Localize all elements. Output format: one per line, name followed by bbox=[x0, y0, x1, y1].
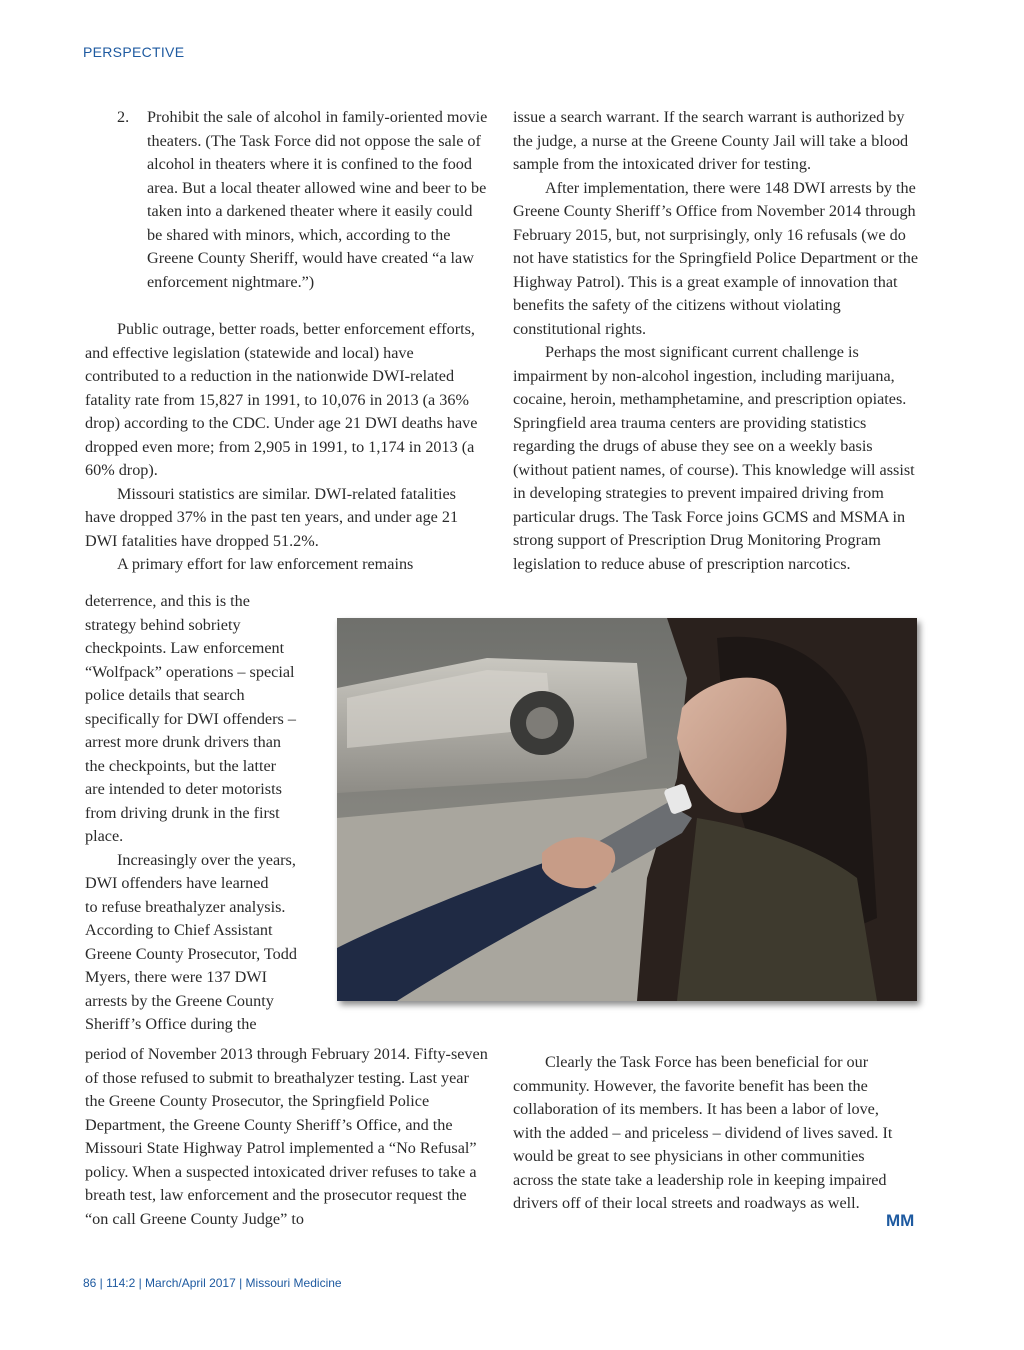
paragraph-deterrence-start: A primary effort for law enforcement remains bbox=[117, 555, 414, 573]
paragraph-search-warrant: issue a search warrant. If the search warrant is authorized by the judge, a nurse at the Greene County Jail will take a blood sample from the intoxicated driver for testing. bbox=[513, 108, 909, 173]
narrow-line: Sheriff’s Office during the bbox=[85, 1015, 257, 1033]
paragraph-implementation-results: After implementation, there were 148 DWI arrests by the Greene County Sheriff’s Office from November 2014 through February 2015, but, not surprisingly, only 16 refusals (we do not have statistics for the Springfield Police Department or the Highway Patrol). This is a great example of innovation that benefits the safety of the citizens without violating constitutional rights. bbox=[513, 178, 919, 338]
narrow-line: DWI offenders have learned bbox=[85, 874, 269, 892]
paragraph-drug-impairment: Perhaps the most significant current challenge is impairment by non-alcohol ingestion, including marijuana, cocaine, heroin, methamphetamine, and prescription opiates. Springfield area trauma centers are providing statistics regarding the drugs of abuse they see on a weekly basis (without patient names, of course). This knowledge will assist in developing strategies to prevent impaired driving from particular drugs. The Task Force joins GCMS and MSMA in strong support of Prescription Drug Monitoring Program legislation to reduce abuse of prescription narcotics. bbox=[513, 343, 915, 573]
narrow-line: strategy behind sobriety bbox=[85, 615, 241, 634]
right-column-bottom bbox=[513, 1051, 898, 1216]
narrow-line: to refuse breathalyzer analysis. bbox=[85, 897, 286, 916]
narrow-line: police details that search bbox=[85, 686, 245, 704]
paragraph-conclusion: Clearly the Task Force has been beneficial for our community. However, the favorite benefit has been the collaboration of its members. It has been a labor of love, with the added – and priceless – dividend of lives saved. It would be great to see physicians in other communities across the state take a leadership role in keeping impaired drivers off of their local streets and roadways as well. bbox=[513, 1053, 893, 1212]
narrow-line: from driving drunk in the first bbox=[85, 803, 280, 822]
narrow-line: specifically for DWI offenders – bbox=[85, 709, 296, 728]
left-column-bottom bbox=[85, 1043, 490, 1231]
section-label: PERSPECTIVE bbox=[83, 44, 185, 60]
left-column-narrow bbox=[85, 590, 330, 1037]
narrow-line: Greene County Prosecutor, Todd bbox=[85, 944, 297, 963]
narrow-line: “Wolfpack” operations – special bbox=[85, 662, 295, 681]
right-column-top bbox=[513, 106, 923, 576]
paragraph-no-refusal: period of November 2013 through February 2014. Fifty-seven of those refused to submit to breathalyzer testing. Last year the Greene County Prosecutor, the Springfield Police Department, the Greene County Sheriff’s Office, and the Missouri State Highway Patrol implemented a “No Refusal” policy. When a suspected intoxicated driver refuses to take a breath test, law enforcement and the prosecutor request the “on call Greene County Judge” to bbox=[85, 1045, 488, 1228]
list-item-text: Prohibit the sale of alcohol in family-oriented movie theaters. (The Task Force did not oppose the sale of alcohol in theaters where it is confined to the food area. But a local theater allowed wine and beer to be taken into a darkened theater where it easily could be shared with minors, which, according to the Greene County Sheriff, would have created “a law enforcement nightmare.”) bbox=[147, 108, 488, 291]
narrow-line: Increasingly over the years, bbox=[117, 850, 296, 869]
left-column-top bbox=[85, 106, 490, 577]
paragraph-missouri-statistics: Missouri statistics are similar. DWI-related fatalities have dropped 37% in the past ten years, and under age 21 DWI fatalities have dropped 51.2%. bbox=[85, 484, 459, 550]
paragraph-fatality-trends: Public outrage, better roads, better enforcement efforts, and effective legislation (statewide and local) have contributed to a reduction in the nationwide DWI-related fatality rate from 15,827 in 1991, to 10,076 in 2013 (a 36% drop) according to the CDC. Under age 21 DWI deaths have dropped even more; from 2,905 in 1991, to 1,174 in 2013 (a 60% drop). bbox=[85, 320, 478, 479]
page-footer: 86 | 114:2 | March/April 2017 | Missouri Medicine bbox=[83, 1276, 342, 1290]
narrow-line: arrests by the Greene County bbox=[85, 991, 274, 1010]
narrow-line: place. bbox=[85, 827, 124, 845]
narrow-line: deterrence, and this is the bbox=[85, 592, 250, 610]
narrow-line: According to Chief Assistant bbox=[85, 921, 273, 939]
narrow-line: Myers, there were 137 DWI bbox=[85, 968, 268, 986]
narrow-line: are intended to deter motorists bbox=[85, 780, 282, 798]
end-mark: MM bbox=[886, 1211, 915, 1230]
breathalyzer-photo bbox=[337, 618, 917, 1001]
list-number: 2. bbox=[117, 108, 130, 126]
narrow-line: arrest more drunk drivers than bbox=[85, 733, 281, 751]
narrow-line: checkpoints. Law enforcement bbox=[85, 639, 285, 657]
numbered-list-item bbox=[85, 106, 490, 294]
narrow-line: the checkpoints, but the latter bbox=[85, 756, 277, 775]
